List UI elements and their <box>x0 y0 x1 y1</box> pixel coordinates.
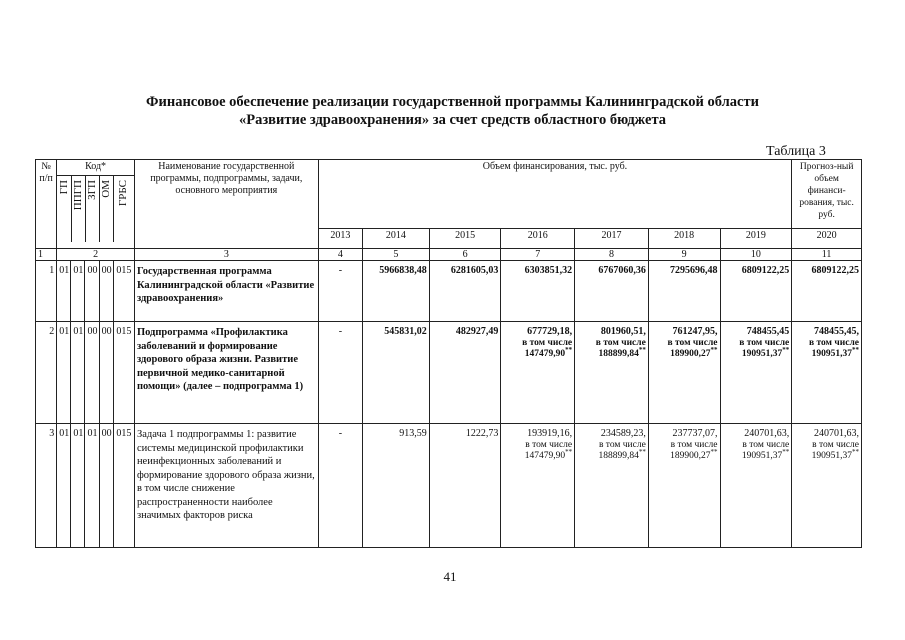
row-code: 01 <box>71 322 85 424</box>
row-name: Подпрограмма «Профилактика заболеваний и формирование здорового образа жизни. Развитие первичной медико-санитарной помощи» (далее – подпрограмма 1) <box>134 322 318 424</box>
row-value-note: в том числе <box>525 440 573 450</box>
code-subheader-label: ГРБС <box>117 180 130 207</box>
code-subheader-label: ОМ <box>100 180 113 198</box>
footnote-mark: ** <box>782 345 790 354</box>
footnote-mark: ** <box>710 345 718 354</box>
row-value-included: 147479,90 <box>524 349 566 359</box>
row-name: Государственная программа Калининградской области «Развитие здравоохранения» <box>134 261 318 322</box>
code-subheader <box>71 176 85 242</box>
row-value: 677729,18, <box>527 326 573 337</box>
row-value: 193919,16, <box>527 428 573 439</box>
row-value-cell <box>720 424 792 548</box>
row-value-cell <box>318 261 362 322</box>
row-value-note: в том числе <box>595 338 646 348</box>
row-value: 240701,63, <box>744 428 790 439</box>
header-year: 2013 <box>318 229 362 249</box>
header-name: Наименование государственной программы, подпрограммы, задачи, основного мероприятия <box>134 160 318 249</box>
footnote-mark: ** <box>565 345 573 354</box>
row-value-cell <box>363 424 430 548</box>
code-subheaders <box>57 175 134 242</box>
row-value-note: в том числе <box>670 440 718 450</box>
row-value-cell <box>575 424 649 548</box>
table-row <box>36 322 862 424</box>
row-value-included: 190951,37 <box>741 349 783 359</box>
header-code: Код* <box>85 161 107 172</box>
code-subheader-label: ППГП <box>72 180 85 211</box>
row-value-cell <box>318 424 362 548</box>
row-code: 01 <box>57 261 71 322</box>
footnote-mark: ** <box>710 447 718 456</box>
page-number: 41 <box>443 569 457 584</box>
title-line-2: «Развитие здравоохранения» за счет средств областного бюджета <box>238 112 666 128</box>
row-value-cell <box>648 261 720 322</box>
row-value-included-wrap <box>651 447 718 462</box>
row-value-cell <box>720 261 792 322</box>
row-value-included-wrap <box>723 345 790 360</box>
row-value-included-wrap <box>577 447 646 462</box>
row-value-cell <box>501 322 575 424</box>
header-year: 2018 <box>648 229 720 249</box>
table-row <box>36 261 862 322</box>
row-value-cell <box>429 424 501 548</box>
row-value-included-wrap <box>723 447 790 462</box>
header-year: 2015 <box>429 229 501 249</box>
row-value-included: 147479,90 <box>524 451 566 461</box>
row-value-included: 190951,37 <box>741 451 783 461</box>
row-value: 7295696,48 <box>670 265 718 276</box>
header-year: 2020 <box>792 229 862 249</box>
row-value-cell <box>318 322 362 424</box>
column-number: 8 <box>575 249 649 261</box>
row-value-included: 188899,84 <box>598 451 639 461</box>
row-value-cell <box>792 424 862 548</box>
row-value: 240701,63, <box>814 428 859 439</box>
row-code: 00 <box>99 424 113 548</box>
header-code-group <box>57 160 135 249</box>
column-number: 9 <box>648 249 720 261</box>
code-subheader <box>85 176 99 242</box>
footnote-mark: ** <box>852 345 859 354</box>
row-value-included: 189900,27 <box>670 451 711 461</box>
code-subheader-label: ЗГП <box>86 180 99 200</box>
row-value-included: 190951,37 <box>811 349 852 359</box>
row-value-included: 190951,37 <box>811 451 852 461</box>
row-value: 6303851,32 <box>524 265 573 276</box>
column-number: 3 <box>134 249 318 261</box>
row-value: 5966838,48 <box>379 265 427 276</box>
row-value: 482927,49 <box>455 326 499 337</box>
code-subheader-label: ГП <box>57 180 70 195</box>
row-name: Задача 1 подпрограммы 1: развитие системы медицинской профилактики неинфекционных заболеваний и формирование здорового образа жизни, в том числе снижение распространенности наиболее значимых факторов риска <box>134 424 318 548</box>
row-code: 01 <box>71 424 85 548</box>
column-number: 2 <box>57 249 135 261</box>
row-value: 1222,73 <box>465 428 499 439</box>
table-label: Таблица 3 <box>766 144 826 159</box>
row-value-included-wrap <box>503 345 573 360</box>
row-value: 801960,51, <box>600 326 646 337</box>
row-code: 00 <box>99 261 113 322</box>
column-numbers-row <box>36 249 862 261</box>
row-value: 748455,45, <box>814 326 859 337</box>
row-value: 6281605,03 <box>450 265 499 276</box>
header-year: 2019 <box>720 229 792 249</box>
column-number: 11 <box>792 249 862 261</box>
column-number: 5 <box>363 249 430 261</box>
row-code: 015 <box>113 322 134 424</box>
row-number: 1 <box>36 261 57 322</box>
header-funding: Объем финансирования, тыс. руб. <box>318 160 792 229</box>
row-value-included-wrap <box>503 447 573 462</box>
row-value-cell <box>429 261 501 322</box>
row-code: 01 <box>57 322 71 424</box>
row-value: 237737,07, <box>672 428 718 439</box>
row-value: 6809122,25 <box>741 265 790 276</box>
financing-table <box>35 159 862 548</box>
row-value-included-wrap <box>794 345 859 360</box>
row-value-cell <box>792 322 862 424</box>
footnote-mark: ** <box>638 345 646 354</box>
column-number: 6 <box>429 249 501 261</box>
row-value-note: в том числе <box>808 338 859 348</box>
header-year: 2016 <box>501 229 575 249</box>
row-value: 545831,02 <box>384 326 427 337</box>
column-number: 10 <box>720 249 792 261</box>
header-forecast: Прогноз-ный объем финанси-рования, тыс. руб. <box>792 160 862 229</box>
footnote-mark: ** <box>782 447 790 456</box>
row-value-cell <box>648 322 720 424</box>
footnote-mark: ** <box>852 447 859 456</box>
footnote-mark: ** <box>638 447 646 456</box>
row-code: 01 <box>57 424 71 548</box>
code-subheader <box>113 176 134 242</box>
row-value-cell <box>575 261 649 322</box>
row-code: 00 <box>85 322 99 424</box>
row-number: 3 <box>36 424 57 548</box>
row-code: 00 <box>99 322 113 424</box>
row-value-note: в том числе <box>739 338 790 348</box>
row-number: 2 <box>36 322 57 424</box>
row-value-included: 188899,84 <box>598 349 639 359</box>
row-code: 01 <box>71 261 85 322</box>
row-value-cell <box>501 261 575 322</box>
row-value-cell <box>501 424 575 548</box>
column-number: 1 <box>36 249 57 261</box>
row-value-note: в том числе <box>598 440 646 450</box>
row-value-cell <box>363 322 430 424</box>
row-code: 00 <box>85 261 99 322</box>
code-subheader <box>57 176 71 242</box>
header-num: № п/п <box>36 160 57 249</box>
column-number: 7 <box>501 249 575 261</box>
code-subheader <box>99 176 113 242</box>
title-line-1: Финансовое обеспечение реализации государственной программы Калининградской области <box>146 94 759 110</box>
row-value: 761247,95, <box>672 326 718 337</box>
row-value: 913,59 <box>399 428 427 439</box>
header-year: 2014 <box>363 229 430 249</box>
row-value: - <box>338 265 343 276</box>
row-value-note: в том числе <box>667 338 718 348</box>
document-title <box>60 93 845 129</box>
row-value-cell <box>575 322 649 424</box>
row-value-included-wrap <box>577 345 646 360</box>
row-code: 015 <box>113 424 134 548</box>
row-value: - <box>338 326 343 337</box>
row-value-included: 189900,27 <box>670 349 711 359</box>
header-year: 2017 <box>575 229 649 249</box>
row-value: 6767060,36 <box>598 265 646 276</box>
footnote-mark: ** <box>565 447 573 456</box>
row-value-included-wrap <box>794 447 859 462</box>
row-value: 6809122,25 <box>811 265 859 276</box>
row-value-cell <box>720 322 792 424</box>
row-value-note: в том числе <box>742 440 790 450</box>
row-value-note: в том числе <box>812 440 859 450</box>
column-number: 4 <box>318 249 362 261</box>
row-value-note: в том числе <box>522 338 573 348</box>
row-value: 234589,23, <box>600 428 646 439</box>
row-value: - <box>338 428 343 439</box>
row-value: 748455,45 <box>746 326 790 337</box>
row-code: 015 <box>113 261 134 322</box>
row-value-cell <box>429 322 501 424</box>
row-value-cell <box>363 261 430 322</box>
row-value-cell <box>792 261 862 322</box>
table-row <box>36 424 862 548</box>
row-value-cell <box>648 424 720 548</box>
row-value-included-wrap <box>651 345 718 360</box>
row-code: 01 <box>85 424 99 548</box>
